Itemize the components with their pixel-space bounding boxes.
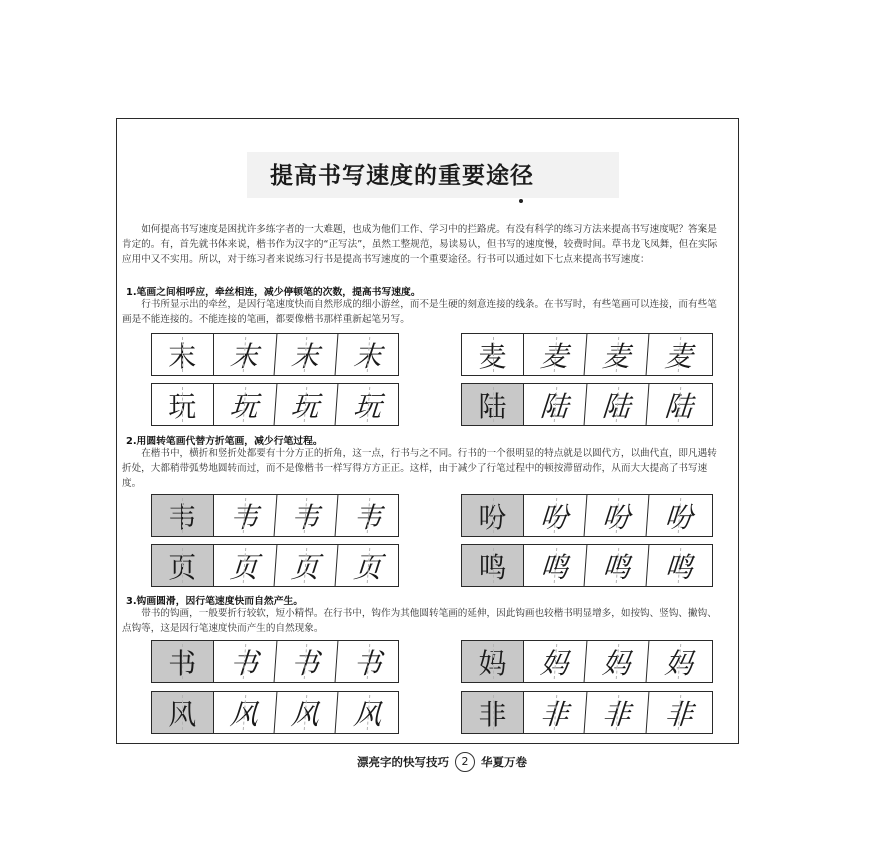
grid-cell: 末 xyxy=(274,334,338,375)
grid-cell: 风 xyxy=(212,692,276,733)
grid-cell: 风 xyxy=(274,692,338,733)
grid-cell: 页 xyxy=(274,545,338,586)
grid-cell: 非 xyxy=(585,692,650,733)
grid-cell: 鸣 xyxy=(647,545,712,586)
grid-cell: 陆 xyxy=(585,384,650,425)
grid-cell: 妈 xyxy=(523,641,588,682)
grid-cell: 吩 xyxy=(585,495,650,536)
grid-cell: 吩 xyxy=(647,495,712,536)
grid-cell: 玩 xyxy=(335,384,399,425)
grid-cell: 风 xyxy=(335,692,399,733)
grid-cell: 非 xyxy=(647,692,712,733)
page-number: 2 xyxy=(455,752,475,772)
grid-cell: 风 xyxy=(152,692,214,733)
footer-book-title: 漂亮字的快写技巧 xyxy=(357,755,449,769)
practice-grid-lu xyxy=(461,383,713,426)
grid-cell: 书 xyxy=(212,641,276,682)
page-footer xyxy=(357,752,527,772)
practice-grid-wei xyxy=(151,494,399,537)
section-1-heading: 1.笔画之间相呼应，牵丝相连，减少停顿笔的次数，提高书写速度。 xyxy=(126,287,421,298)
grid-cell: 陆 xyxy=(462,384,524,425)
grid-cell: 鸣 xyxy=(585,545,650,586)
grid-cell: 麦 xyxy=(585,334,650,375)
section-2-heading: 2.用圆转笔画代替方折笔画，减少行笔过程。 xyxy=(126,436,323,447)
grid-cell: 玩 xyxy=(274,384,338,425)
grid-cell: 书 xyxy=(274,641,338,682)
grid-cell: 末 xyxy=(152,334,214,375)
intro-paragraph xyxy=(122,222,726,267)
practice-grid-ye xyxy=(151,544,399,587)
grid-cell: 书 xyxy=(335,641,399,682)
grid-cell: 非 xyxy=(523,692,588,733)
grid-cell: 妈 xyxy=(462,641,524,682)
practice-grid-ma xyxy=(461,640,713,683)
grid-cell: 末 xyxy=(335,334,399,375)
grid-cell: 妈 xyxy=(585,641,650,682)
practice-grid-feng xyxy=(151,691,399,734)
grid-cell: 末 xyxy=(212,334,276,375)
grid-cell: 玩 xyxy=(152,384,214,425)
practice-grid-shu xyxy=(151,640,399,683)
grid-cell: 吩 xyxy=(523,495,588,536)
section-3-body xyxy=(122,606,726,636)
grid-cell: 韦 xyxy=(335,495,399,536)
page-title: 提高书写速度的重要途径 xyxy=(270,163,534,189)
grid-cell: 非 xyxy=(462,692,524,733)
grid-cell: 妈 xyxy=(647,641,712,682)
footer-publisher: 华夏万卷 xyxy=(481,755,527,769)
practice-grid-wan xyxy=(151,383,399,426)
section-3-heading: 3.钩画圆滑，因行笔速度快而自然产生。 xyxy=(126,596,304,607)
grid-cell: 鸣 xyxy=(462,545,524,586)
grid-cell: 页 xyxy=(152,545,214,586)
grid-cell: 麦 xyxy=(462,334,524,375)
grid-cell: 陆 xyxy=(523,384,588,425)
practice-grid-fei xyxy=(461,691,713,734)
grid-cell: 页 xyxy=(335,545,399,586)
grid-cell: 陆 xyxy=(647,384,712,425)
section-1-text: 行书所显示出的牵丝，是因行笔速度快而自然形成的细小游丝，而不是生硬的刻意连接的线条。在书写时，有些笔画可以连接，而有些笔画是不能连接的。不能连接的笔画，都要像楷书那样重新起笔另写。 xyxy=(122,299,717,325)
practice-grid-mai xyxy=(461,333,713,376)
grid-cell: 玩 xyxy=(212,384,276,425)
grid-cell: 韦 xyxy=(274,495,338,536)
section-1-body xyxy=(122,297,726,327)
section-3-text: 带书的钩画，一般要折行较软，短小精悍。在行书中，钩作为其他圆转笔画的延伸，因此钩画也较楷书明显增多，如按钩、竖钩、撇钩、点钩等，这是因行笔速度快而产生的自然现象。 xyxy=(122,608,717,634)
section-2-body xyxy=(122,446,726,491)
grid-cell: 页 xyxy=(212,545,276,586)
intro-text: 如何提高书写速度是困扰许多练字者的一大难题，也成为他们工作、学习中的拦路虎。有没有科学的练习方法来提高书写速度呢？答案是肯定的。有，首先就书体来说，楷书作为汉字的“正写法”，虽然工整规范，易读易认，但书写的速度慢，较费时间。草书龙飞凤舞，但在实际应用中又不实用。所以，对于练习者来说练习行书是提高书写速度的一个重要途径。行书可以通过如下七点来提高书写速度： xyxy=(122,224,718,265)
grid-cell: 麦 xyxy=(647,334,712,375)
grid-cell: 书 xyxy=(152,641,214,682)
grid-cell: 韦 xyxy=(212,495,276,536)
grid-cell: 吩 xyxy=(462,495,524,536)
grid-cell: 麦 xyxy=(523,334,588,375)
practice-grid-fen xyxy=(461,494,713,537)
practice-grid-mo xyxy=(151,333,399,376)
grid-cell: 韦 xyxy=(152,495,214,536)
section-2-text: 在楷书中，横折和竖折处都要有十分方正的折角，这一点，行书与之不同。行书的一个很明显的特点就是以圆代方，以曲代直，即凡遇转折处，大都稍带弧势地圆转而过，而不是像楷书一样写得方方正正。这样，由于减少了行笔过程中的顿按滞留动作，从而大大提高了书写速度。 xyxy=(122,448,717,489)
title-dot xyxy=(519,199,523,203)
grid-cell: 鸣 xyxy=(523,545,588,586)
practice-grid-ming xyxy=(461,544,713,587)
